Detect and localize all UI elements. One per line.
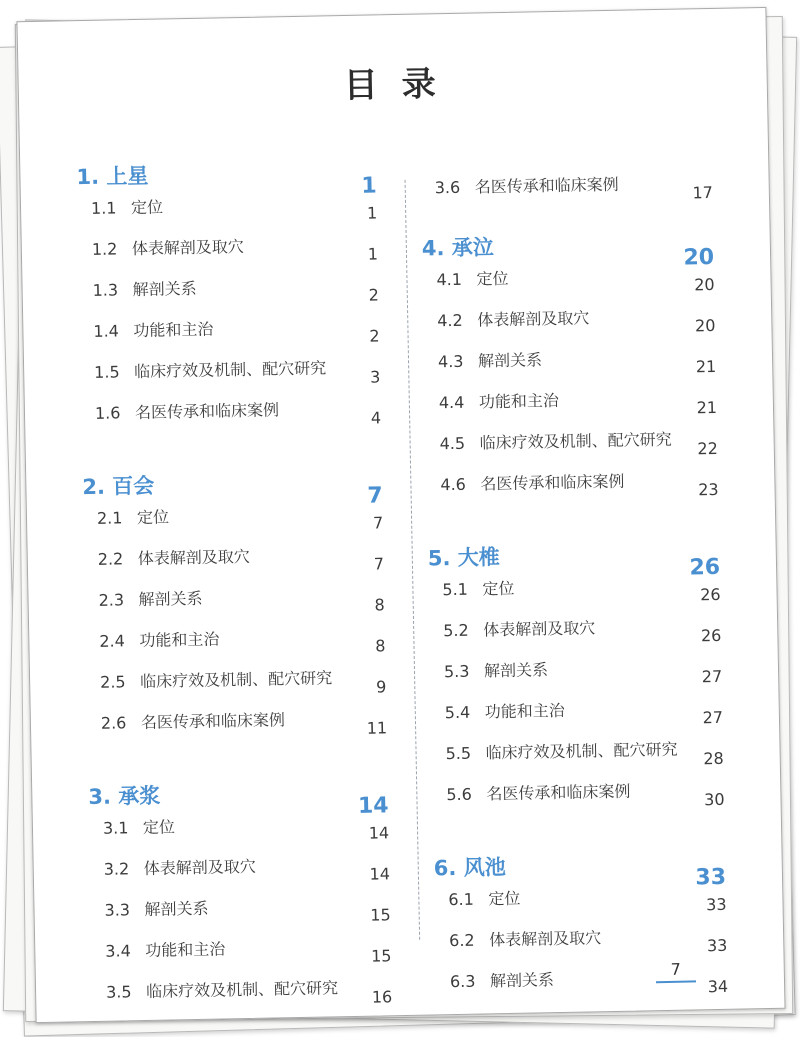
entry-page-number: 23 <box>698 479 719 500</box>
entry-title: 体表解剖及取穴 <box>483 618 596 640</box>
toc-entry[interactable] <box>90 852 391 892</box>
toc-chapter <box>88 775 392 1015</box>
entry-number: 6.2 <box>448 930 475 951</box>
entry-number: 5.4 <box>444 702 471 723</box>
entry-page-number: 14 <box>368 823 390 843</box>
toc-entry[interactable] <box>429 614 722 654</box>
entry-title: 定位 <box>130 197 164 218</box>
entry-title: 临床疗效及机制、配穴研究 <box>485 739 678 763</box>
entry-page-number: 1 <box>366 203 378 223</box>
entry-number: 1.1 <box>90 198 117 218</box>
entry-page-number: 2 <box>369 326 380 346</box>
chapter-gap <box>427 509 719 533</box>
entry-page-number: 20 <box>694 274 715 295</box>
entry-page-number: 26 <box>700 584 721 605</box>
entry-title: 临床疗效及机制、配穴研究 <box>139 668 333 692</box>
toc-entry[interactable] <box>79 314 380 354</box>
chapter-page-number: 20 <box>683 244 715 271</box>
chapter-gap <box>88 747 388 771</box>
entry-number: 3.2 <box>103 859 130 879</box>
entry-title: 解剖关系 <box>138 588 203 610</box>
entry-title: 名医传承和临床案例 <box>140 710 286 733</box>
chapter-heading[interactable] <box>427 537 721 581</box>
entry-page-number: 16 <box>371 987 393 1007</box>
chapter-page-number: 1 <box>361 173 377 199</box>
chapter-title: 6. 风池 <box>433 855 506 881</box>
chapter-gap <box>82 437 382 461</box>
chapter-title: 4. 承泣 <box>421 235 495 261</box>
entry-page-number: 21 <box>696 397 718 418</box>
chapter-title: 1. 上星 <box>76 163 149 190</box>
entry-number: 5.1 <box>442 579 469 600</box>
toc-chapter <box>422 227 720 533</box>
entry-title: 解剖关系 <box>483 660 549 681</box>
toc-entry[interactable] <box>90 893 391 933</box>
entry-number: 5.2 <box>443 620 469 641</box>
toc-entry[interactable] <box>428 573 721 613</box>
entry-page-number: 33 <box>705 894 727 915</box>
entry-number: 1.5 <box>94 362 120 382</box>
entry-number: 6.3 <box>449 971 476 992</box>
toc-entry[interactable] <box>89 811 390 851</box>
entry-page-number: 22 <box>697 438 718 459</box>
chapter-title: 2. 百会 <box>82 473 155 500</box>
toc-entry[interactable] <box>425 386 718 426</box>
entry-title: 定位 <box>488 888 521 909</box>
entry-page-number: 1 <box>367 244 379 264</box>
toc-entry[interactable] <box>431 696 724 736</box>
entry-page-number: 21 <box>695 356 717 377</box>
entry-page-number: 26 <box>700 625 722 646</box>
entry-page-number: 2 <box>368 285 379 305</box>
chapter-page-number: 7 <box>367 483 383 509</box>
entry-number: 3.4 <box>105 941 131 961</box>
toc-column-right <box>421 171 729 1014</box>
entry-page-number: 27 <box>701 666 723 687</box>
toc-entry[interactable] <box>83 501 384 541</box>
entry-page-number: 17 <box>692 182 714 203</box>
entry-page-number: 4 <box>370 408 382 428</box>
entry-number: 5.5 <box>445 743 472 764</box>
entry-page-number: 7 <box>372 513 384 533</box>
toc-entry[interactable] <box>92 975 393 1015</box>
chapter-title: 3. 承浆 <box>88 783 161 810</box>
toc-entry[interactable] <box>422 263 715 303</box>
entry-page-number: 15 <box>370 946 392 966</box>
toc-entry[interactable] <box>80 355 381 395</box>
chapter-page-number: 33 <box>695 864 727 891</box>
toc-chapter <box>76 155 382 461</box>
chapter-heading[interactable] <box>421 227 715 271</box>
toc-entry[interactable] <box>87 706 388 746</box>
entry-title: 体表解剖及取穴 <box>137 546 250 569</box>
entry-title: 体表解剖及取穴 <box>488 928 602 950</box>
entry-title: 功能和主治 <box>133 319 214 341</box>
toc-entry[interactable] <box>435 924 728 964</box>
entry-title: 临床疗效及机制、配穴研究 <box>479 429 672 453</box>
entry-title: 体表解剖及取穴 <box>143 856 256 879</box>
entry-number: 4.5 <box>439 433 466 454</box>
entry-title: 名医传承和临床案例 <box>474 174 619 197</box>
entry-number: 1.2 <box>91 239 118 259</box>
entry-number: 4.3 <box>437 351 464 372</box>
toc-entry[interactable] <box>86 665 387 705</box>
chapter-page-number: 26 <box>689 554 721 581</box>
entry-number: 2.3 <box>98 590 125 610</box>
entry-title: 名医传承和临床案例 <box>134 400 280 423</box>
toc-entry[interactable] <box>84 583 385 623</box>
entry-title: 功能和主治 <box>478 390 560 412</box>
entry-title: 解剖关系 <box>144 898 209 919</box>
entry-page-number: 33 <box>706 935 728 956</box>
entry-page-number: 11 <box>366 718 388 738</box>
entry-title: 定位 <box>142 817 176 838</box>
chapter-heading[interactable] <box>433 847 727 891</box>
entry-page-number: 14 <box>369 864 391 884</box>
toc-entry[interactable] <box>430 655 723 695</box>
toc-entry[interactable] <box>431 737 724 777</box>
entry-number: 3.1 <box>102 818 129 838</box>
entry-number: 2.5 <box>99 672 126 692</box>
entry-number: 1.6 <box>94 403 121 423</box>
entry-page-number: 28 <box>703 748 724 769</box>
entry-number: 2.4 <box>99 631 126 651</box>
entry-title: 名医传承和临床案例 <box>486 781 631 804</box>
entry-title: 定位 <box>482 578 515 599</box>
entry-page-number: 8 <box>375 636 386 656</box>
entry-title: 名医传承和临床案例 <box>480 471 625 494</box>
entry-number: 5.3 <box>443 661 470 682</box>
entry-page-number: 3 <box>369 367 381 387</box>
entry-title: 体表解剖及取穴 <box>131 236 245 259</box>
entry-title: 临床疗效及机制、配穴研究 <box>145 978 339 1001</box>
toc-column-left <box>76 155 393 1025</box>
entry-number: 5.6 <box>446 784 473 805</box>
toc-entry[interactable] <box>85 624 386 664</box>
toc-entry[interactable] <box>91 934 392 974</box>
chapter-heading[interactable] <box>76 155 377 199</box>
entry-page-number: 15 <box>370 905 391 925</box>
entry-title: 体表解剖及取穴 <box>477 308 590 330</box>
toc-entry[interactable] <box>78 232 379 272</box>
entry-number: 3.5 <box>105 982 132 1002</box>
entry-page-number: 7 <box>373 554 385 574</box>
entry-number: 3.6 <box>434 177 461 198</box>
chapter-heading[interactable] <box>88 775 389 819</box>
chapter-title: 5. 大椎 <box>427 545 500 571</box>
toc-chapters <box>422 227 729 1004</box>
page-title: 目 录 <box>343 64 443 107</box>
entry-number: 2.2 <box>97 549 124 569</box>
entry-page-number: 27 <box>702 707 724 728</box>
toc-chapter <box>82 465 388 771</box>
entry-number: 4.6 <box>440 474 467 495</box>
chapter-page-number: 14 <box>357 793 389 819</box>
toc-entry[interactable] <box>421 171 714 211</box>
toc-entry[interactable] <box>424 345 717 385</box>
entry-page-number: 8 <box>374 595 385 615</box>
toc-entry[interactable] <box>432 778 725 818</box>
toc-entry[interactable] <box>434 883 727 923</box>
page-number: 7 <box>656 959 696 983</box>
toc-entry[interactable] <box>426 468 719 508</box>
entry-number: 1.4 <box>93 321 120 341</box>
entry-title: 临床疗效及机制、配穴研究 <box>134 358 327 382</box>
toc-page <box>16 7 785 1023</box>
entry-page-number: 34 <box>707 976 729 997</box>
toc-entry[interactable] <box>77 191 378 231</box>
entry-number: 4.1 <box>436 269 463 290</box>
entry-number: 3.3 <box>104 900 131 920</box>
toc-entry[interactable] <box>425 427 718 467</box>
chapter-gap <box>433 819 725 843</box>
entry-title: 解剖关系 <box>489 970 555 991</box>
entry-number: 4.4 <box>438 392 465 413</box>
entry-title: 定位 <box>476 268 509 289</box>
toc-entry[interactable] <box>78 273 379 313</box>
entry-title: 解剖关系 <box>132 278 197 300</box>
column-divider <box>405 180 421 940</box>
toc-entry[interactable] <box>81 396 382 436</box>
entry-number: 1.3 <box>92 280 119 300</box>
toc-chapter <box>428 537 726 843</box>
entry-title: 解剖关系 <box>477 350 543 371</box>
entry-page-number: 30 <box>703 789 725 810</box>
entry-number: 6.1 <box>448 889 475 910</box>
entry-title: 定位 <box>136 507 170 528</box>
entry-page-number: 9 <box>375 677 387 697</box>
entry-number: 4.2 <box>437 310 463 331</box>
entry-title: 功能和主治 <box>139 629 220 651</box>
chapter-heading[interactable] <box>82 465 383 509</box>
toc-entry[interactable] <box>423 304 716 344</box>
entry-title: 功能和主治 <box>145 939 226 960</box>
entry-title: 功能和主治 <box>484 700 565 722</box>
entry-number: 2.1 <box>96 508 123 528</box>
entry-page-number: 20 <box>694 315 716 336</box>
toc-entry[interactable] <box>84 542 385 582</box>
entry-number: 2.6 <box>100 713 127 733</box>
